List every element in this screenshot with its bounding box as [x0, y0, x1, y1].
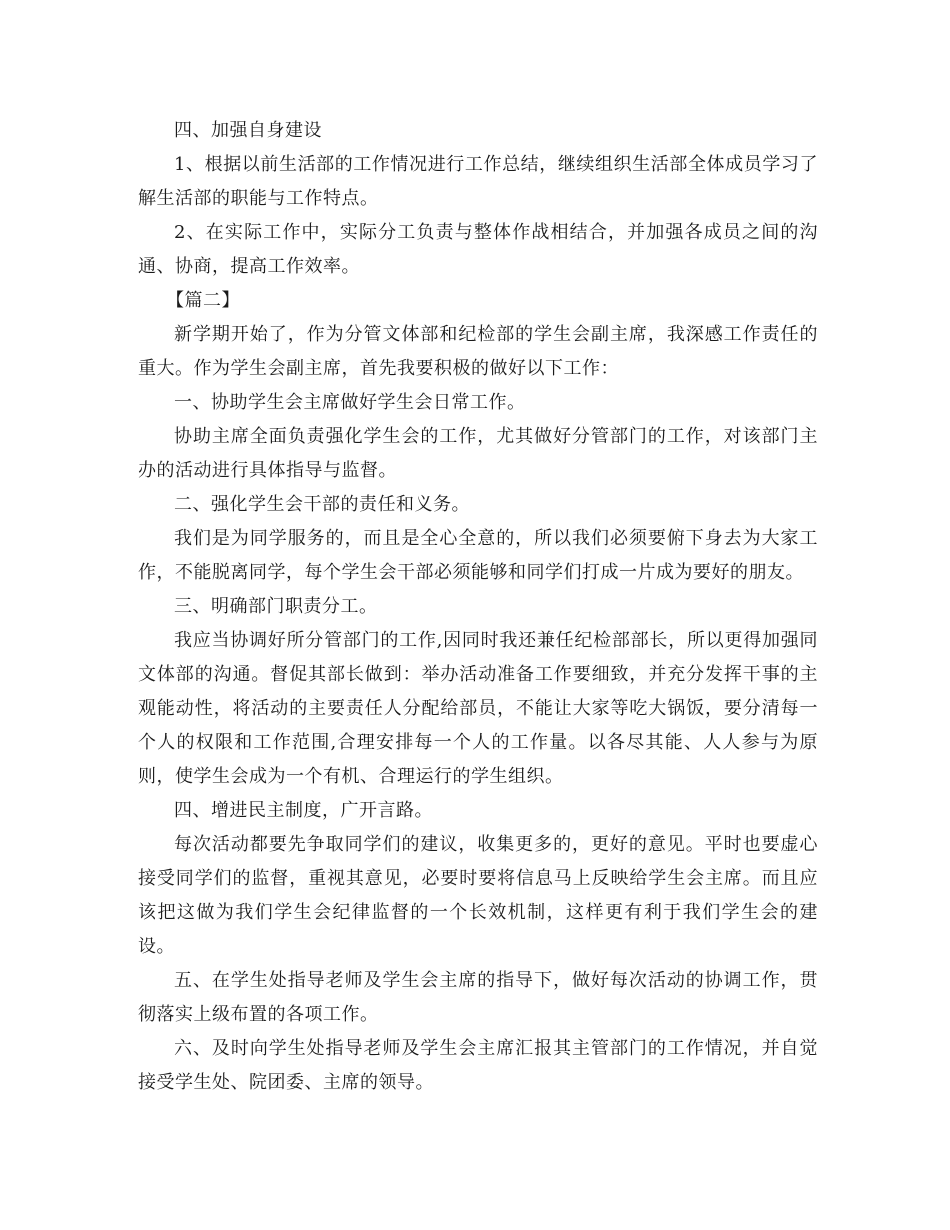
paragraph-strengthen-duty: 我们是为同学服务的，而且是全心全意的，所以我们必须要俯下身去为大家工作，不能脱离同学，每个学生会干部必须能够和同学们打成一片成为要好的朋友。 — [138, 528, 818, 583]
heading-self-building: 四、加强自身建设 — [174, 120, 322, 141]
paragraph-teamwork: 2、在实际工作中，实际分工负责与整体作战相结合，并加强各成员之间的沟通、协商，提高工作效率。 — [138, 222, 818, 277]
heading-assist-chairman: 一、协助学生会主席做好学生会日常工作。 — [174, 392, 526, 413]
paragraph-intro: 新学期开始了，作为分管文体部和纪检部的学生会副主席，我深感工作责任的重大。作为学生会副主席，首先我要积极的做好以下工作： — [138, 324, 818, 379]
paragraph-democracy: 每次活动都要先争取同学们的建议，收集更多的，更好的意见。平时也要虚心接受同学们的监督，重视其意见，必要时要将信息马上反映给学生会主席。而且应该把这做为我们学生会纪律监督的一个长效机制，这样更有利于我们学生会的建设。 — [138, 834, 818, 957]
heading-strengthen-duty: 二、强化学生会干部的责任和义务。 — [174, 494, 470, 515]
paragraph-coordination: 五、在学生处指导老师及学生会主席的指导下，做好每次活动的协调工作，贯彻落实上级布置的各项工作。 — [138, 970, 818, 1025]
paragraph-assist-chairman: 协助主席全面负责强化学生会的工作，尤其做好分管部门的工作，对该部门主办的活动进行具体指导与监督。 — [138, 426, 818, 481]
paragraph-summary: 1、根据以前生活部的工作情况进行工作总结，继续组织生活部全体成员学习了解生活部的职能与工作特点。 — [138, 154, 818, 209]
paragraph-reporting: 六、及时向学生处指导老师及学生会主席汇报其主管部门的工作情况，并自觉接受学生处、院团委、主席的领导。 — [138, 1038, 818, 1093]
paragraph-clarify-duties: 我应当协调好所分管部门的工作,因同时我还兼任纪检部部长，所以更得加强同文体部的沟通。督促其部长做到：举办活动准备工作要细致，并充分发挥干事的主观能动性，将活动的主要责任人分配给部员，不能让大家等吃大锅饭，要分清每一个人的权限和工作范围,合理安排每一个人的工作量。以各尽其能、人人参与为原则，使学生会成为一个有机、合理运行的学生组织。 — [138, 630, 818, 787]
section-title-part-two: 【篇二】 — [166, 290, 240, 311]
document-body — [138, 114, 818, 1100]
heading-clarify-duties: 三、明确部门职责分工。 — [174, 596, 378, 617]
heading-democracy: 四、增进民主制度，广开言路。 — [174, 800, 433, 821]
